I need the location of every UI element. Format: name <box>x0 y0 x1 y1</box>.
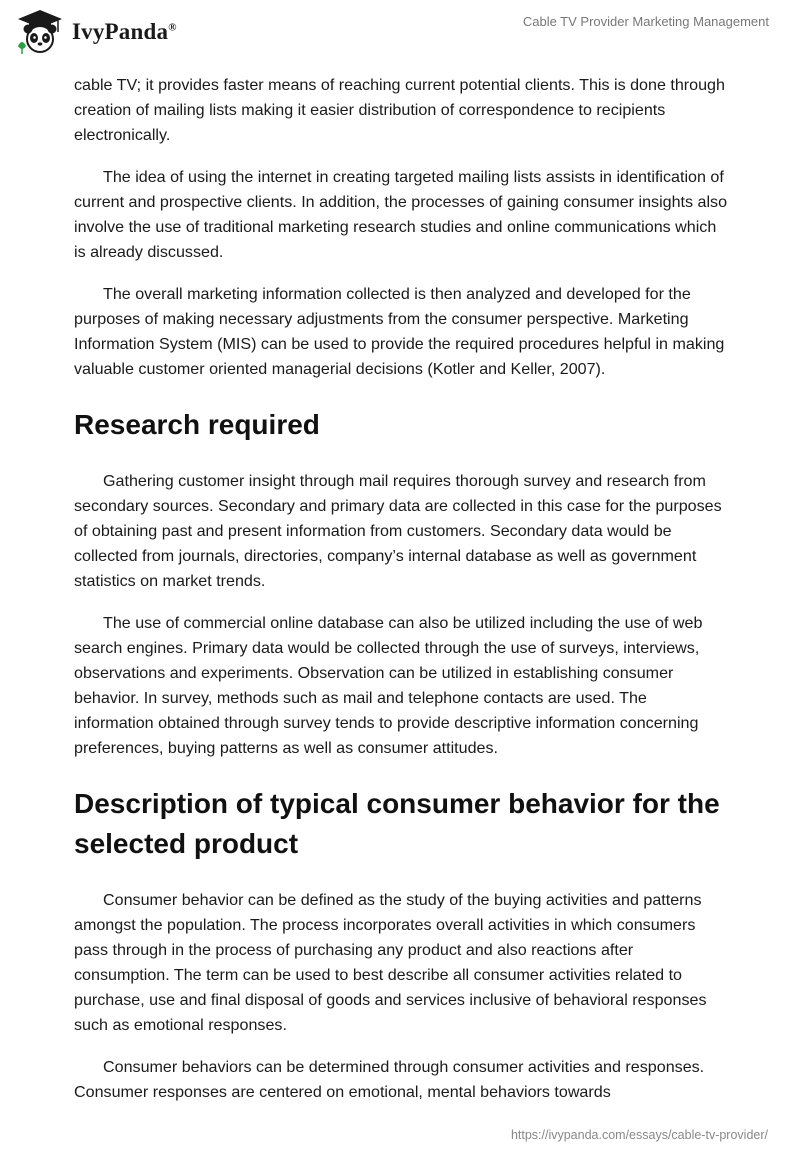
source-url[interactable]: https://ivypanda.com/essays/cable-tv-provider/ <box>510 1128 768 1142</box>
brand-name: IvyPanda® <box>72 19 177 44</box>
paragraph: The overall marketing information collected is then analyzed and developed for the purposes of making necessary adjustments from the consumer perspective. Marketing Information System (MIS) can be used to provide the required procedures helpful in making valuable customer oriented managerial decisions (Kotler and Keller, 2007). <box>74 285 725 378</box>
paragraph: The idea of using the internet in creating targeted mailing lists assists in identification of current and prospective clients. In addition, the processes of gaining consumer insights also involve the use of traditional marketing research studies and online communications which is already discussed. <box>74 168 728 261</box>
essay-content <box>74 73 729 1122</box>
paragraph: cable TV; it provides faster means of reaching current potential clients. This is done through creation of mailing lists making it easier distribution of correspondence to recipients electronically. <box>74 76 725 144</box>
paragraph: Consumer behaviors can be determined through consumer activities and responses. Consumer responses are centered on emotional, mental behaviors towards <box>74 1058 705 1101</box>
paragraph: Consumer behavior can be defined as the study of the buying activities and patterns amongst the population. The process incorporates overall activities in which consumers pass through in the process of purchasing any product and also reactions after consumption. The term can be used to best describe all consumer activities related to purchase, use and final disposal of goods and services inclusive of behavioral responses such as emotional responses. <box>74 891 707 1034</box>
section-heading-research: Research required <box>74 409 320 440</box>
panda-graduate-icon <box>14 8 66 56</box>
page-header <box>0 0 800 70</box>
ivypanda-logo[interactable] <box>14 8 177 56</box>
paragraph: The use of commercial online database can also be utilized including the use of web search engines. Primary data would be collected through the use of surveys, interviews, observations and experiments. Observation can be utilized in establishing consumer behavior. In survey, methods such as mail and telephone contacts are used. The information obtained through survey tends to provide descriptive information concerning preferences, buying patterns as well as consumer attitudes. <box>74 614 703 757</box>
section-heading-consumer-behavior: Description of typical consumer behavior for the selected product <box>74 788 720 859</box>
paragraph: Gathering customer insight through mail requires thorough survey and research from secondary sources. Secondary and primary data are collected in this case for the purposes of obtaining past and present information from customers. Secondary data would be collected from journals, directories, company’s internal database as well as government statistics on market trends. <box>74 472 722 590</box>
document-title: Cable TV Provider Marketing Management <box>522 14 769 29</box>
